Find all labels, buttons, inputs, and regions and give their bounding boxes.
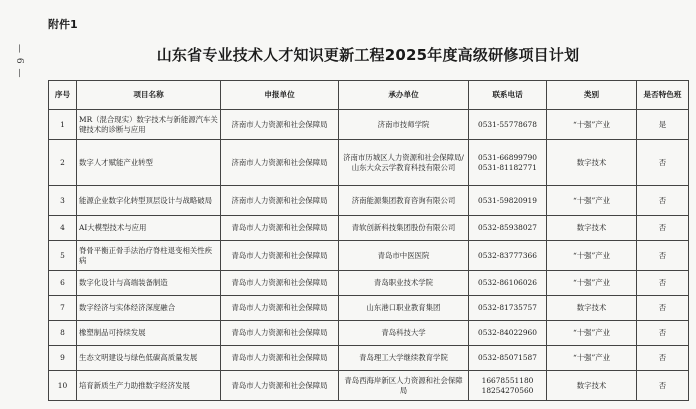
cell-organizer: 青岛市中医医院 [339,241,469,271]
header-applicant: 申报单位 [221,81,339,110]
cell-no: 4 [49,216,77,241]
cell-special: 否 [637,241,689,271]
cell-category: “十强”产业 [547,186,637,216]
cell-applicant: 青岛市人力资源和社会保障局 [221,346,339,371]
table-row [49,371,689,401]
cell-phone: 0532-85071587 [469,346,547,371]
cell-no: 9 [49,346,77,371]
cell-no: 2 [49,140,77,186]
table-header-row [49,81,689,110]
cell-category: “十强”产业 [547,271,637,296]
cell-organizer: 青岛职业技术学院 [339,271,469,296]
cell-project-name: 数字经济与实体经济深度融合 [77,296,221,321]
table-row [49,216,689,241]
cell-phone: 0531-55778678 [469,110,547,140]
cell-special: 否 [637,371,689,401]
page-number-mark: — 6 — [14,44,24,79]
header-phone: 联系电话 [469,81,547,110]
header-no: 序号 [49,81,77,110]
cell-organizer: 济南能源集团教育咨询有限公司 [339,186,469,216]
cell-applicant: 济南市人力资源和社会保障局 [221,186,339,216]
cell-phone: 0532-81735757 [469,296,547,321]
cell-project-name: 生态文明建设与绿色低碳高质量发展 [77,346,221,371]
cell-project-name: 橡塑制品可持续发展 [77,321,221,346]
cell-special: 否 [637,346,689,371]
table-row [49,241,689,271]
cell-no: 3 [49,186,77,216]
cell-category: 数字技术 [547,296,637,321]
cell-phone: 0532-85938027 [469,216,547,241]
header-organizer: 承办单位 [339,81,469,110]
cell-applicant: 青岛市人力资源和社会保障局 [221,296,339,321]
cell-special: 否 [637,140,689,186]
header-category: 类别 [547,81,637,110]
cell-organizer: 青岛西海岸新区人力资源和社会保障局 [339,371,469,401]
cell-project-name: 脊骨平衡正骨手法治疗脊柱退变相关性疾病 [77,241,221,271]
cell-special: 是 [637,110,689,140]
cell-category: “十强”产业 [547,321,637,346]
cell-organizer: 山东港口职业教育集团 [339,296,469,321]
cell-applicant: 济南市人力资源和社会保障局 [221,110,339,140]
cell-phone: 0532-83777366 [469,241,547,271]
cell-project-name: 能源企业数字化转型顶层设计与战略破局 [77,186,221,216]
cell-no: 7 [49,296,77,321]
cell-special: 否 [637,216,689,241]
project-plan-table [48,80,689,401]
cell-applicant: 青岛市人力资源和社会保障局 [221,216,339,241]
cell-special: 否 [637,271,689,296]
cell-project-name: 数字化设计与高端装备制造 [77,271,221,296]
cell-organizer: 济南市历城区人力资源和社会保障局/山东大众云学教育科技有限公司 [339,140,469,186]
cell-applicant: 青岛市人力资源和社会保障局 [221,241,339,271]
cell-applicant: 青岛市人力资源和社会保障局 [221,271,339,296]
cell-category: “十强”产业 [547,346,637,371]
cell-category: “十强”产业 [547,110,637,140]
cell-organizer: 济南市技师学院 [339,110,469,140]
cell-special: 否 [637,321,689,346]
cell-applicant: 济南市人力资源和社会保障局 [221,140,339,186]
cell-organizer: 青岛理工大学继续教育学院 [339,346,469,371]
cell-special: 否 [637,296,689,321]
cell-category: 数字技术 [547,216,637,241]
table-row [49,271,689,296]
cell-organizer: 青软创新科技集团股份有限公司 [339,216,469,241]
cell-applicant: 青岛市人力资源和社会保障局 [221,321,339,346]
attachment-label: 附件1 [48,18,78,31]
table-row [49,140,689,186]
cell-project-name: 培育新质生产力助推数字经济发展 [77,371,221,401]
cell-no: 1 [49,110,77,140]
cell-project-name: 数字人才赋能产业转型 [77,140,221,186]
table-row [49,110,689,140]
cell-no: 10 [49,371,77,401]
cell-category: 数字技术 [547,371,637,401]
cell-applicant: 青岛市人力资源和社会保障局 [221,371,339,401]
cell-phone: 0531-59820919 [469,186,547,216]
table-row [49,346,689,371]
cell-no: 6 [49,271,77,296]
table-row [49,186,689,216]
header-special-class: 是否特色班 [637,81,689,110]
cell-project-name: MR（混合现实）数字技术与新能源汽车关键技术的诊断与应用 [77,110,221,140]
cell-category: “十强”产业 [547,241,637,271]
cell-phone: 0532-84022960 [469,321,547,346]
cell-phone: 0532-86106026 [469,271,547,296]
cell-no: 5 [49,241,77,271]
cell-phone: 16678551180 18254270560 [469,371,547,401]
cell-organizer: 青岛科技大学 [339,321,469,346]
cell-special: 否 [637,186,689,216]
cell-no: 8 [49,321,77,346]
cell-category: 数字技术 [547,140,637,186]
table-row [49,296,689,321]
cell-project-name: AI大模型技术与应用 [77,216,221,241]
document-title: 山东省专业技术人才知识更新工程2025年度高级研修项目计划 [156,46,580,64]
table-row [49,321,689,346]
cell-phone: 0531-66899790 0531-81182771 [469,140,547,186]
header-project-name: 项目名称 [77,81,221,110]
